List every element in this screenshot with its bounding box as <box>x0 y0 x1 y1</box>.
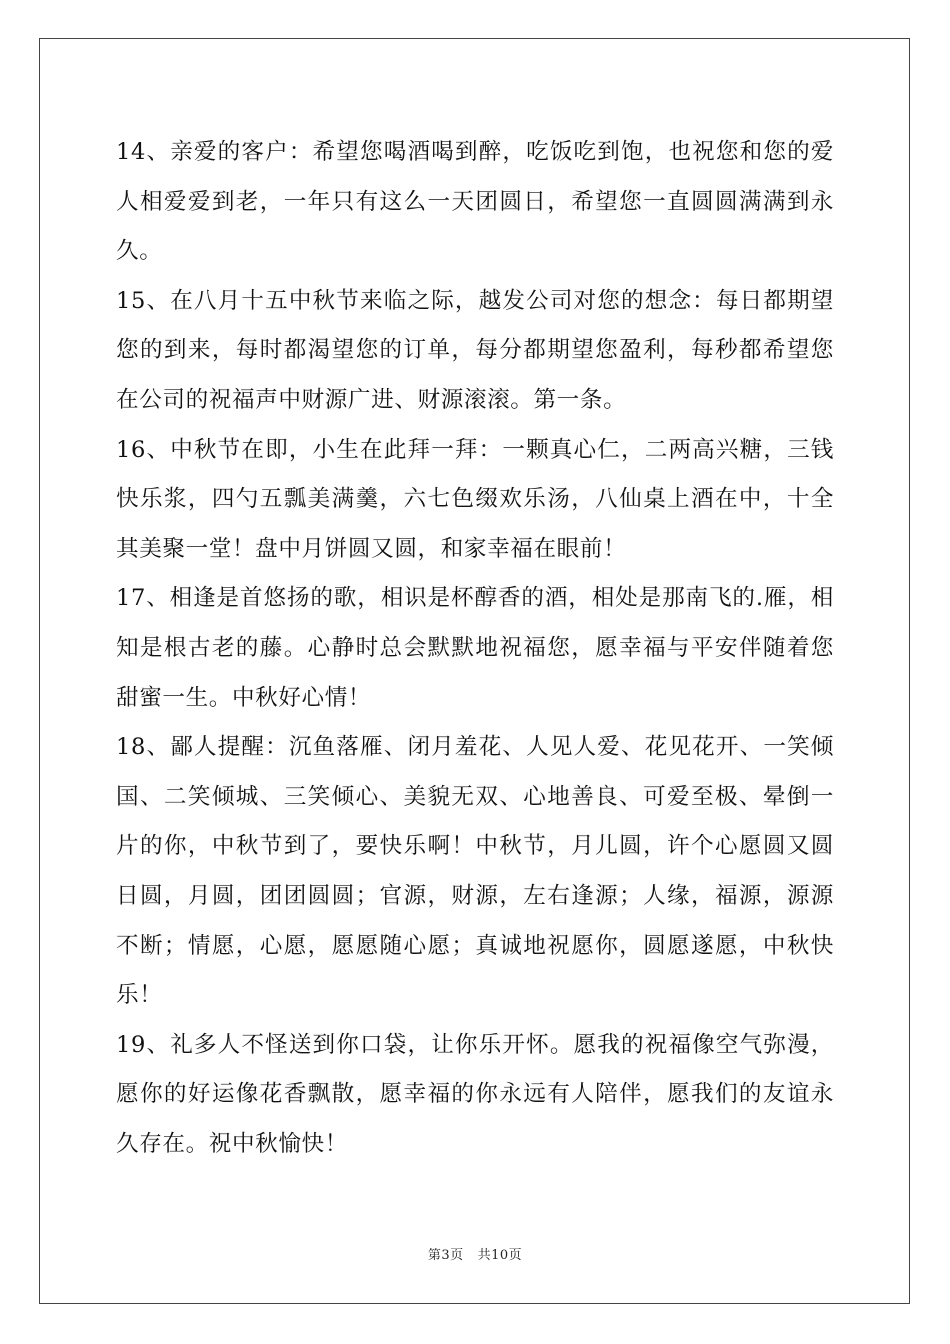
page-total: 共10页 <box>477 1248 523 1263</box>
paragraph-15: 15、在八月十五中秋节来临之际，越发公司对您的想念：每日都期望您的到来，每时都渴望您的订单，每分都期望您盈利，每秒都希望您在公司的祝福声中财源广进、财源滚滚。第一条。 <box>116 287 834 413</box>
paragraph-18: 18、鄙人提醒：沉鱼落雁、闭月羞花、人见人爱、花见花开、一笑倾国、二笑倾城、三笑倾心、美貌无双、心地善良、可爱至极、晕倒一片的你，中秋节到了，要快乐啊！中秋节，月儿圆，许个心愿圆又圆日圆，月圆，团团圆圆；官源，财源，左右逢源；人缘，福源，源源不断；情愿，心愿，愿愿随心愿；真诚地祝愿你，圆愿遂愿，中秋快乐！ <box>116 734 834 1009</box>
paragraph-16: 16、中秋节在即，小生在此拜一拜：一颗真心仁，二两高兴糖，三钱快乐浆，四勺五瓢美满羹，六七色缀欢乐汤，八仙桌上酒在中，十全其美聚一堂！盘中月饼圆又圆，和家幸福在眼前！ <box>116 436 834 562</box>
page-number: 第3页 <box>427 1248 464 1263</box>
paragraph-14: 14、亲爱的客户：希望您喝酒喝到醉，吃饭吃到饱，也祝您和您的爱人相爱爱到老，一年只有这么一天团圆日，希望您一直圆圆满满到永久。 <box>116 139 834 265</box>
paragraph-19: 19、礼多人不怪送到你口袋，让你乐开怀。愿我的祝福像空气弥漫，愿你的好运像花香飘散，愿幸福的你永远有人陪伴，愿我们的友谊永久存在。祝中秋愉快！ <box>116 1031 834 1157</box>
document-body <box>116 128 834 1169</box>
paragraph-17: 17、相逢是首悠扬的歌，相识是杯醇香的酒，相处是那南飞的.雁，相知是根古老的藤。心静时总会默默地祝福您，愿幸福与平安伴随着您甜蜜一生。中秋好心情！ <box>116 585 834 711</box>
page-footer <box>0 1247 950 1265</box>
